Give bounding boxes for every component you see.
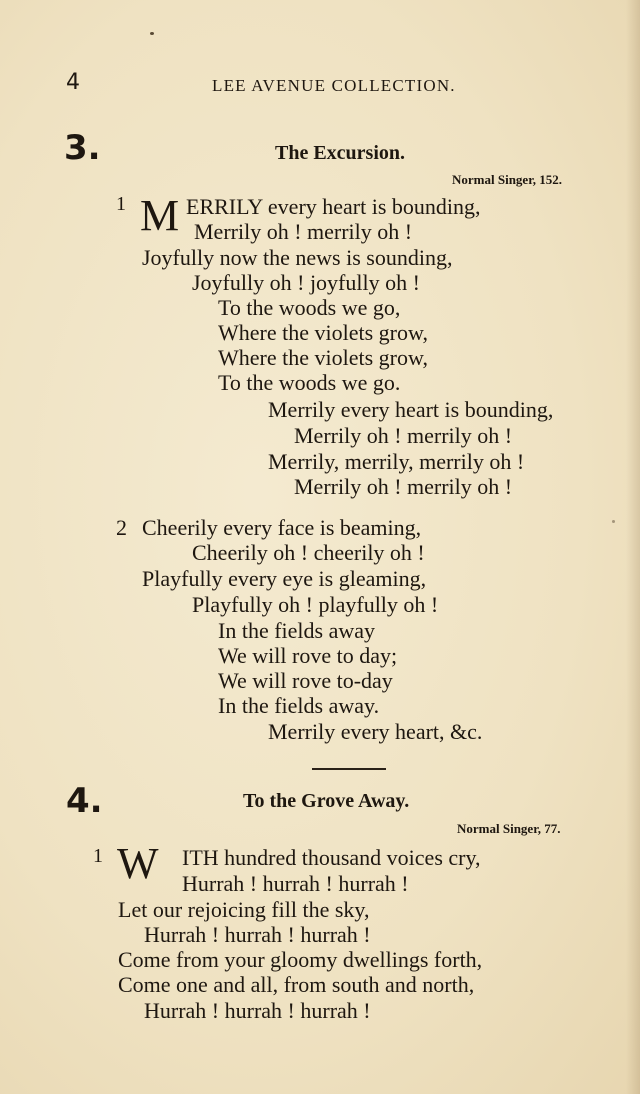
page-number: 4 [66,70,80,95]
paper-speck [150,32,154,35]
verse-line: Joyfully oh ! joyfully oh ! [192,270,420,295]
verse-line: Cheerily oh ! cheerily oh ! [192,540,425,565]
verse-line: In the fields away. [218,693,380,718]
verse-line: Come from your gloomy dwellings forth, [118,947,483,972]
tune-reference: Normal Singer, 77. [457,821,561,836]
running-head-title: LEE AVENUE COLLECTION. [212,76,456,95]
verse-number: 2 [116,515,127,540]
drop-cap: M [140,191,180,240]
verse-line: Merrily oh ! merrily oh ! [294,474,513,499]
tune-reference: Normal Singer, 152. [452,172,563,187]
hymn-number: 3. [64,128,101,168]
section-divider [312,768,386,770]
verse-line: Come one and all, from south and north, [118,972,475,997]
verse-line: Merrily every heart is bounding, [268,397,554,422]
verse-line: Playfully oh ! playfully oh ! [192,592,439,617]
verse-line: Where the violets grow, [218,345,428,370]
hymn-number: 4. [66,781,103,821]
paper-speck [612,520,615,523]
verse-line: Hurrah ! hurrah ! hurrah ! [182,871,409,896]
verse-line: In the fields away [218,618,375,643]
drop-cap: W [117,839,159,888]
verse-line: Playfully every eye is gleaming, [142,566,427,591]
verse-line: Let our rejoicing fill the sky, [118,897,370,922]
verse-line: Merrily oh ! merrily oh ! [294,423,513,448]
verse-line: Cheerily every face is beaming, [142,515,422,540]
verse-line: Merrily, merrily, merrily oh ! [268,449,525,474]
verse-line: To the woods we go, [218,295,401,320]
page-edge-shadow [626,0,640,1094]
verse-line: To the woods we go. [218,370,401,395]
verse-number: 1 [116,193,126,215]
verse-line: Merrily oh ! merrily oh ! [194,219,413,244]
verse-number: 1 [93,845,103,867]
hymn-title: To the Grove Away. [243,790,410,812]
hymn-title: The Excursion. [275,142,406,164]
verse-line: Hurrah ! hurrah ! hurrah ! [144,922,371,947]
verse-line: Where the violets grow, [218,320,428,345]
verse-line: Joyfully now the news is sounding, [142,245,453,270]
verse-line: We will rove to-day [218,668,393,693]
verse-line: ITH hundred thousand voices cry, [182,845,481,870]
verse-line: ERRILY every heart is bounding, [186,194,481,219]
verse-line: We will rove to day; [218,643,398,668]
verse-line: Merrily every heart, &c. [268,719,483,744]
verse-line: Hurrah ! hurrah ! hurrah ! [144,998,371,1023]
